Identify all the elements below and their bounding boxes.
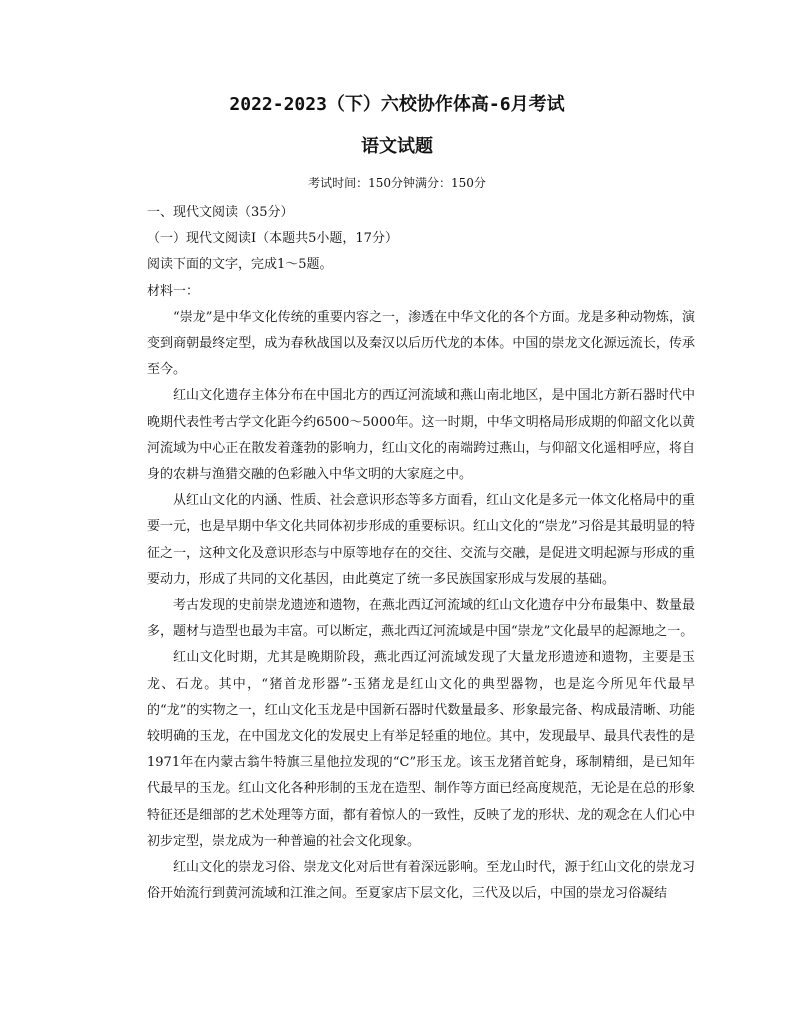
paragraph: 红山文化时期，尤其是晚期阶段，燕北西辽河流域发现了大量龙形遗迹和遗物，主要是玉龙、石龙。其中，“猪首龙形器”-玉猪龙是红山文化的典型器物，也是迄今所见年代最早的“龙”的实物之一，红山文化玉龙是中国新石器时代数量最多、形象最完备、构成最清晰、功能较明确的玉龙，在中国龙文化的发展史上有举足轻重的地位。其中，发现最早、最具代表性的是1971年在内蒙古翁牛特旗三星他拉发现的“C”形玉龙。该玉龙猪首蛇身，琢制精细，是已知年代最早的玉龙。红山文化各种形制的玉龙在造型、制作等方面已经高度规范，无论是在总的形象特征还是细部的艺术处理等方面，都有着惊人的一致性，反映了龙的形状、龙的观念在人们心中初步定型，崇龙成为一种普遍的社会文化现象。	[147, 650, 695, 849]
material-label: 材料一：	[147, 283, 200, 299]
exam-meta: 考试时间：150分钟满分：150分	[308, 176, 486, 190]
paragraph: 从红山文化的内涵、性质、社会意识形态等多方面看，红山文化是多元一体文化格局中的重要一元，也是早期中华文化共同体初步形成的重要标识。红山文化的“崇龙”习俗是其最明显的特征之一，这种文化及意识形态与中原等地存在的交往、交流与交融，是促进文明起源与形成的重要动力，形成了共同的文化基因，由此奠定了统一多民族国家形成与发展的基础。	[147, 493, 695, 587]
paragraph: 考古发现的史前崇龙遗迹和遗物，在燕北西辽河流域的红山文化遗存中分布最集中、数量最多，题材与造型也最为丰富。可以断定，燕北西辽河流域是中国“崇龙”文化最早的起源地之一。	[147, 598, 695, 640]
paragraph: 红山文化遗存主体分布在中国北方的西辽河流域和燕山南北地区，是中国北方新石器时代中晚期代表性考古学文化距今约6500～5000年。这一时期，中华文明格局形成期的仰韶文化以黄河流域为中心正在散发着蓬勃的影响力，红山文化的南端跨过燕山，与仰韶文化遥相呼应，将自身的农耕与渔猎交融的色彩融入中华文明的大家庭之中。	[147, 388, 695, 483]
section-heading: 一、现代文阅读（35分）	[147, 205, 294, 220]
paragraph: 红山文化的崇龙习俗、崇龙文化对后世有着深远影响。至龙山时代，源于红山文化的崇龙习俗开始流行到黄河流域和江淮之间。至夏家店下层文化，三代及以后，中国的崇龙习俗凝结	[147, 860, 695, 902]
paragraph: “崇龙”是中华文化传统的重要内容之一，渗透在中华文化的各个方面。龙是多种动物炼，演变到商朝最终定型，成为春秋战国以及秦汉以后历代龙的本体。中国的崇龙文化源远流长，传承至今。	[147, 309, 695, 378]
exam-title: 2022-2023（下）六校协作体高-6月考试	[229, 94, 565, 115]
instruction: 阅读下面的文字，完成1～5题。	[147, 257, 333, 273]
exam-subtitle: 语文试题	[361, 136, 433, 157]
subsection-heading: （一）现代文阅读I（本题共5小题，17分）	[147, 231, 398, 247]
document-body	[147, 200, 695, 907]
